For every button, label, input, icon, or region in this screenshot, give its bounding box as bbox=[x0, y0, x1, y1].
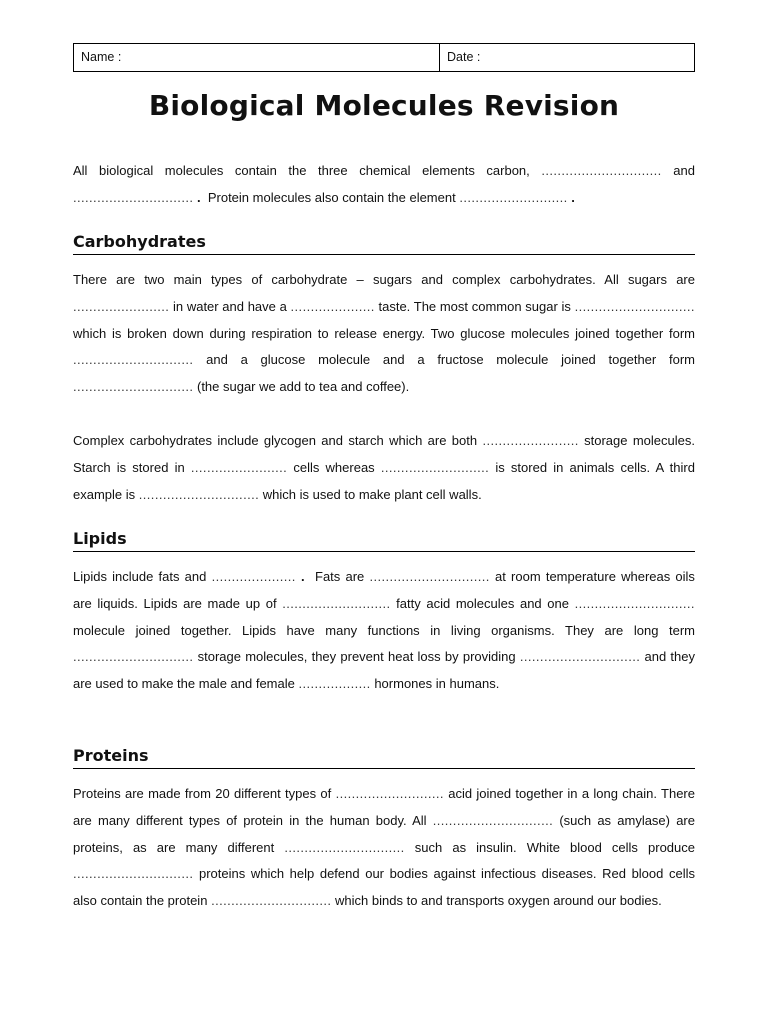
blank-glucose-fructose[interactable]: .............................. bbox=[73, 379, 194, 395]
blank-common-sugar[interactable]: .............................. bbox=[574, 298, 695, 314]
lipid-text-4: fatty acid molecules and one bbox=[396, 595, 569, 611]
carbohydrates-paragraph-1 bbox=[73, 267, 695, 401]
name-field[interactable]: Name : bbox=[74, 44, 440, 71]
carb2-text-3: cells whereas bbox=[293, 459, 375, 475]
lipid-text-5: molecule joined together. Lipids have many functions in living organisms. They are long term bbox=[73, 622, 695, 638]
carb-text-4: which is broken down during respiration to release energy. Two glucose molecules joined together form bbox=[73, 325, 695, 341]
carb2-text-5: which is used to make plant cell walls. bbox=[262, 486, 482, 502]
blank-hormone-type[interactable]: .................. bbox=[298, 676, 371, 692]
blank-haemoglobin[interactable]: .............................. bbox=[211, 893, 332, 909]
date-field[interactable]: Date : bbox=[447, 50, 481, 64]
blank-animal-storage[interactable]: ........................... bbox=[380, 459, 490, 475]
carb2-text-2: storage molecules. Starch is stored in bbox=[73, 433, 695, 475]
intro-text-2: and bbox=[673, 163, 695, 178]
intro-period-2: . bbox=[571, 189, 575, 205]
blank-element-2[interactable]: .............................. bbox=[541, 163, 662, 178]
carb2-text-4: is stored in animals cells. A third example is bbox=[73, 459, 695, 502]
blank-two-glucose[interactable]: .............................. bbox=[73, 352, 194, 368]
blank-taste[interactable]: ..................... bbox=[290, 298, 375, 314]
protein-text-3: (such as amylase) are proteins, as are many different bbox=[73, 812, 695, 855]
lipid-text-8: hormones in humans. bbox=[374, 676, 500, 692]
lipid-text-1: Lipids include fats and bbox=[73, 569, 207, 584]
intro-text-1: All biological molecules contain the three chemical elements carbon, bbox=[73, 163, 530, 178]
blank-element-3[interactable]: .............................. bbox=[73, 189, 194, 205]
protein-text-5: proteins which help defend our bodies against infectious diseases. Red blood cells also contain the protein bbox=[73, 866, 695, 909]
name-date-table bbox=[73, 43, 695, 72]
section-heading-proteins: Proteins bbox=[73, 745, 695, 769]
lipid-text-6: storage molecules, they prevent heat loss by providing bbox=[197, 649, 516, 665]
carb2-text-1: Complex carbohydrates include glycogen and starch which are both bbox=[73, 433, 478, 448]
intro-paragraph bbox=[73, 158, 695, 212]
protein-text-6: which binds to and transports oxygen around our bodies. bbox=[335, 893, 662, 909]
blank-storage-term[interactable]: .............................. bbox=[73, 649, 194, 665]
protein-text-1: Proteins are made from 20 different types of bbox=[73, 786, 332, 801]
lipids-paragraph bbox=[73, 564, 695, 698]
protein-text-4: such as insulin. White blood cells produce bbox=[414, 839, 695, 855]
carbohydrates-paragraph-2 bbox=[73, 428, 695, 508]
blank-hormones[interactable]: .............................. bbox=[284, 839, 405, 855]
carb-text-2: in water and have a bbox=[173, 298, 287, 314]
lipid-text-3: at room temperature whereas oils are liquids. Lipids are made up of bbox=[73, 569, 695, 611]
carb-text-1: There are two main types of carbohydrate – sugars and complex carbohydrates. All sugars are bbox=[73, 272, 695, 287]
blank-fatty-acid-count[interactable]: ........................... bbox=[282, 595, 391, 611]
proteins-paragraph bbox=[73, 781, 695, 915]
carb-text-6: (the sugar we add to tea and coffee). bbox=[196, 379, 410, 395]
blank-insulation[interactable]: .............................. bbox=[519, 649, 641, 665]
page-title: Biological Molecules Revision bbox=[148, 89, 620, 122]
blank-amino[interactable]: ........................... bbox=[335, 786, 444, 801]
blank-enzymes[interactable]: .............................. bbox=[432, 812, 554, 828]
lipid-period: . bbox=[301, 569, 305, 584]
blank-storage-type[interactable]: ........................ bbox=[482, 433, 579, 448]
lipid-text-2: Fats are bbox=[315, 569, 365, 584]
intro-period: . bbox=[196, 189, 201, 205]
blank-fats-state[interactable]: .............................. bbox=[369, 569, 490, 584]
blank-starch-cells[interactable]: ........................ bbox=[190, 459, 288, 475]
section-heading-lipids: Lipids bbox=[73, 528, 695, 552]
protein-text-2: acid joined together in a long chain. There are many different types of protein in the human body. All bbox=[73, 786, 695, 828]
blank-fats-and[interactable]: ..................... bbox=[211, 569, 296, 584]
blank-glycerol[interactable]: .............................. bbox=[574, 595, 695, 611]
blank-protein-element[interactable]: ........................... bbox=[459, 189, 568, 205]
lipid-text-7: and they are used to make the male and female bbox=[73, 649, 695, 692]
blank-sugars-property[interactable]: ........................ bbox=[73, 298, 170, 314]
section-heading-carbohydrates: Carbohydrates bbox=[73, 231, 695, 255]
blank-cell-wall-carb[interactable]: .............................. bbox=[138, 486, 260, 502]
carb-text-5: and a glucose molecule and a fructose molecule joined together form bbox=[206, 352, 695, 368]
blank-antibody[interactable]: .............................. bbox=[73, 866, 194, 882]
intro-text-3: Protein molecules also contain the element bbox=[207, 189, 456, 205]
carb-text-3: taste. The most common sugar is bbox=[378, 298, 571, 314]
